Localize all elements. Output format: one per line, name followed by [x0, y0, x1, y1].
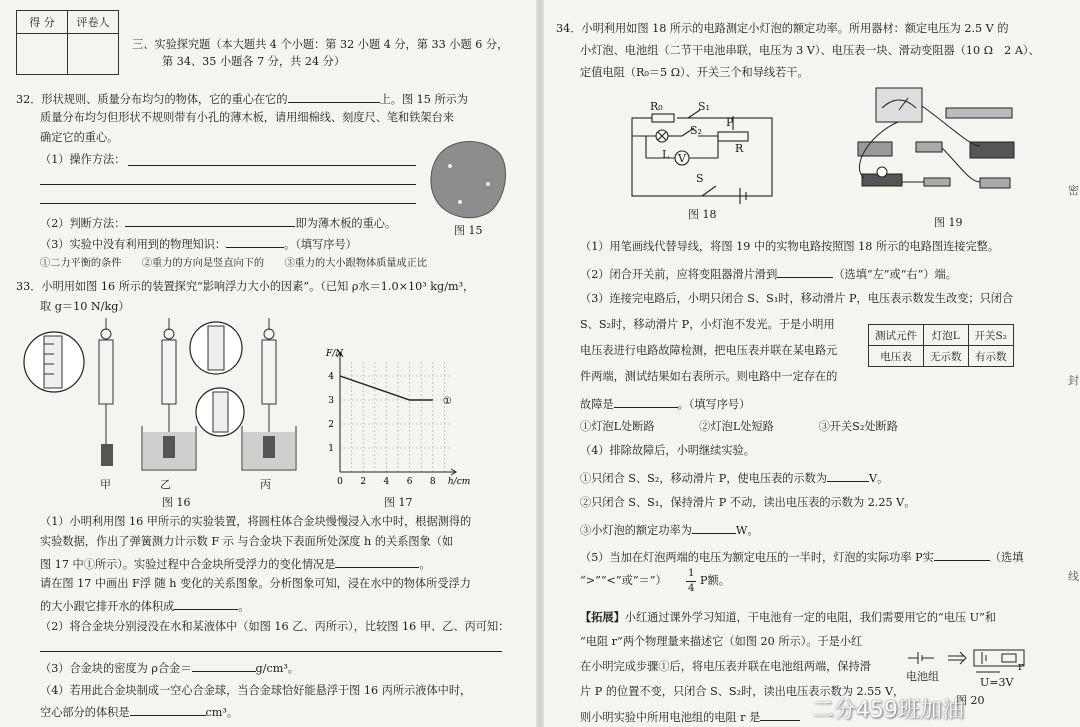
- q34-blank-1[interactable]: [777, 266, 833, 278]
- q34-step2: ②只闭合 S、S₁，保持滑片 P 不动，读出电压表的示数为 2.25 V。: [580, 496, 916, 509]
- q33-blank-4[interactable]: [130, 704, 206, 716]
- q34-line2: 小灯泡、电池组（二节干电池串联，电压为 3 V）、电压表一块、滑动变阻器（10 Ω 2 A）、: [580, 44, 1040, 57]
- fig18-lamp: L: [662, 148, 670, 161]
- q34-p3-b: S、S₂时，移动滑片 P，小灯泡不发光。于是小明用: [580, 318, 835, 331]
- fig18-r0: R₀: [650, 100, 663, 113]
- x-tick-label: 2: [360, 477, 367, 487]
- q33-p1-f: 的大小跟它排开水的体积成 。: [40, 600, 250, 613]
- table-cell: 电压表: [869, 346, 924, 367]
- right-page: [540, 0, 1080, 727]
- fig18-r: R: [735, 142, 744, 155]
- q33-blank-3[interactable]: [192, 660, 256, 672]
- binding-mark-3: 线: [1068, 570, 1079, 583]
- fig15-caption: 图 15: [454, 224, 483, 237]
- q34-blank-2[interactable]: [614, 396, 678, 408]
- fig16-label-bing: 丙: [260, 478, 271, 491]
- q32-line2: 质量分布均匀但形状不规则带有小孔的薄木板，请用细棉线、刻度尺、笔和铁架台来: [40, 111, 454, 124]
- q32-line1: 32．形状规则、质量分布均匀的物体，它的重心在它的 上。图 15 所示为: [16, 93, 469, 106]
- q33-blank-1[interactable]: [335, 556, 419, 568]
- q33-p3: （3）合金块的密度为 ρ合金＝ g/cm³。: [40, 662, 299, 675]
- binding-mark-1: 密: [1068, 184, 1079, 197]
- q33-p1-c: 图 17 中①所示）。实验过程中合金块所受浮力的变化情况是 。: [40, 558, 431, 571]
- fig16-caption: 图 16: [162, 496, 191, 509]
- binding-mark-2: 封: [1068, 374, 1079, 387]
- q34-blank-3[interactable]: [827, 470, 869, 482]
- q34-ext-1: 【拓展】小红通过课外学习知道，干电池有一定的电阻，我们需要用它的“电压 U”和: [580, 610, 997, 624]
- q34-blank-5[interactable]: [934, 549, 990, 561]
- fig20-voltage-label: U=3V: [980, 676, 1014, 689]
- y-tick-label: 3: [328, 396, 334, 406]
- q34-blank-4[interactable]: [692, 522, 736, 534]
- grader-cell[interactable]: [68, 34, 119, 75]
- q32-p3: （3）实验中没有利用到的物理知识： 。（填写序号）: [40, 238, 357, 251]
- q34-ext-4: 片 P 的位置不变，只闭合 S、S₂时，读出电压表示数为 2.55 V，: [580, 685, 905, 698]
- q34-ext-3: 在小明完成步骤①后，将电压表并联在电池组两端，保持滑: [580, 660, 871, 673]
- q33-p4-b: 空心部分的体积是 cm³。: [40, 706, 239, 719]
- q33-p1-b: 实验数据，作出了弹簧测力计示数 F 示 与合金块下表面所处深度 h 的关系图象（如: [40, 535, 454, 548]
- q34-p5-b: “>”“<”或“＝”）: [580, 574, 667, 587]
- q32-p2: （2）判断方法： 即为薄木板的重心。: [40, 217, 397, 230]
- table-cell: 开关S₂: [968, 325, 1013, 346]
- x-tick-label: 4: [383, 477, 390, 487]
- q32-options: ①二力平衡的条件 ②重力的方向是竖直向下的 ③重力的大小跟物体质量成正比: [40, 258, 428, 269]
- fig17-chart: [318, 336, 478, 496]
- section3-title: 三、实验探究题（本大题共 4 个小题：第 32 小题 4 分，第 33 小题 6 分，: [132, 38, 509, 51]
- q34-ext-5: 则小明实验中所用电池组的电阻 r 是: [580, 709, 800, 725]
- x-tick-label: 0: [337, 477, 343, 487]
- x-axis-label: h/cm: [447, 477, 471, 487]
- section3-title-2: 第 34、35 小题各 7 分，共 24 分）: [162, 55, 346, 68]
- q32-answer-line-3[interactable]: [40, 203, 416, 204]
- q33-p1-a: （1）小明利用图 16 甲所示的实验装置，将圆柱体合金块慢慢浸入水中时，根据测得的: [40, 515, 472, 528]
- q33-blank-2[interactable]: [174, 598, 238, 610]
- fault-test-table: [868, 324, 1014, 367]
- table-cell: 测试元件: [869, 325, 924, 346]
- q34-p3-a: （3）连接完电路后，小明只闭合 S、S₁时，移动滑片 P，电压表示数发生改变；只闭合: [580, 292, 1014, 305]
- q34-p2: （2）闭合开关前，应将变阻器滑片滑到 （选填“左”或“右”）端。: [580, 268, 957, 281]
- fig20-r-label: r: [1018, 660, 1024, 673]
- q32-blank-2[interactable]: [125, 215, 295, 227]
- q32-blank-3[interactable]: [226, 236, 284, 248]
- y-tick-label: 2: [328, 420, 334, 430]
- watermark: 二分459班加油: [812, 698, 964, 723]
- frac-denominator: 4: [688, 583, 695, 594]
- y-tick-label: 4: [328, 372, 334, 382]
- q34-p5-c: P额。: [700, 574, 730, 587]
- frac-numerator: 1: [688, 568, 695, 579]
- fig16-apparatus: [14, 318, 304, 490]
- q33-p2: （2）将合金块分别浸没在水和某液体中（如图 16 乙、丙所示），比较图 16 甲、乙、丙可知：: [40, 620, 510, 633]
- y-axis-label: F/N: [326, 349, 344, 359]
- fig16-label-jia: 甲: [100, 478, 111, 491]
- q33-line2: 取 g＝10 N/kg）: [40, 300, 130, 313]
- fig18-caption: 图 18: [688, 208, 717, 221]
- score-cell[interactable]: [17, 34, 68, 75]
- table-cell: 有示数: [968, 346, 1013, 367]
- q34-step3: ③小灯泡的额定功率为 W。: [580, 524, 759, 537]
- q34-blank-6[interactable]: [760, 709, 800, 721]
- fig18-s1: S₁: [698, 100, 710, 113]
- fig18-v: V: [678, 152, 686, 165]
- q33-line1: 33．小明用如图 16 所示的装置探究“影响浮力大小的因素”。（已知 ρ水＝1.0×10³ kg/m³，: [16, 280, 475, 293]
- q33-p1-e: 请在图 17 中画出 F浮 随 h 变化的关系图象。分析图象可知，浸在水中的物体所受浮力: [40, 577, 471, 590]
- score-box: [16, 10, 119, 75]
- score-header: 得 分: [17, 11, 68, 34]
- fig17-caption: 图 17: [384, 496, 413, 509]
- grader-header: 评卷人: [68, 11, 119, 34]
- q33-p4-a: （4）若用此合金块制成一空心合金球，当合金球恰好能悬浮于图 16 丙所示液体中时，: [40, 684, 472, 697]
- q34-line3: 定值电阻（R₀＝5 Ω）、开关三个和导线若干。: [580, 66, 809, 79]
- q34-p3-d: 件两端，测试结果如右表所示。则电路中一定存在的: [580, 370, 838, 383]
- q34-p3-c: 电压表进行电路故障检测，把电压表并联在某电路元: [580, 344, 838, 357]
- fig20-battery-label: 电池组: [906, 670, 939, 683]
- series-label: ①: [442, 396, 452, 407]
- fig15-board: [428, 136, 508, 220]
- fig18-s2: S₂: [690, 124, 702, 137]
- q34-p1: （1）用笔画线代替导线，将图 19 中的实物电路按照图 18 所示的电路图连接完整。: [580, 240, 1000, 253]
- fig20-caption: 图 20: [956, 694, 985, 707]
- table-cell: 灯泡L: [924, 325, 969, 346]
- y-tick-label: 1: [328, 444, 334, 454]
- q32-p1: （1）操作方法：: [40, 153, 126, 166]
- q34-p3-e: 故障是 。（填写序号）: [580, 398, 751, 411]
- q32-answer-line-1[interactable]: [128, 165, 416, 166]
- q34-p4: （4）排除故障后，小明继续实验。: [580, 444, 755, 457]
- q34-line1: 34．小明利用如图 18 所示的电路测定小灯泡的额定功率。所用器材：额定电压为 2.5 V 的: [556, 22, 1009, 35]
- q32-blank-1[interactable]: [288, 91, 380, 103]
- fig16-label-yi: 乙: [160, 478, 171, 491]
- q34-ext-2: “电阻 r”两个物理量来描述它（如图 20 所示）。于是小红: [580, 635, 863, 648]
- q34-options: ①灯泡L处断路 ②灯泡L处短路 ③开关S₂处断路: [580, 420, 898, 433]
- q34-p5-a: （5）当加在灯泡两端的电压为额定电压的一半时，灯泡的实际功率 P实 （选填: [580, 551, 1024, 564]
- fig18-circuit: [622, 100, 772, 200]
- fig19-apparatus: [850, 86, 1040, 206]
- fig19-caption: 图 19: [934, 216, 963, 229]
- table-cell: 无示数: [924, 346, 969, 367]
- q32-line3: 确定它的重心。: [40, 131, 119, 144]
- fig18-p: P: [726, 116, 734, 129]
- q32-answer-line-2[interactable]: [40, 184, 416, 185]
- q34-step1: ①只闭合 S、S₂，移动滑片 P，使电压表的示数为 V。: [580, 472, 889, 485]
- q33-answer-line[interactable]: [40, 651, 502, 652]
- x-tick-label: 6: [406, 477, 413, 487]
- fig18-s: S: [696, 172, 704, 185]
- x-tick-label: 8: [429, 477, 436, 487]
